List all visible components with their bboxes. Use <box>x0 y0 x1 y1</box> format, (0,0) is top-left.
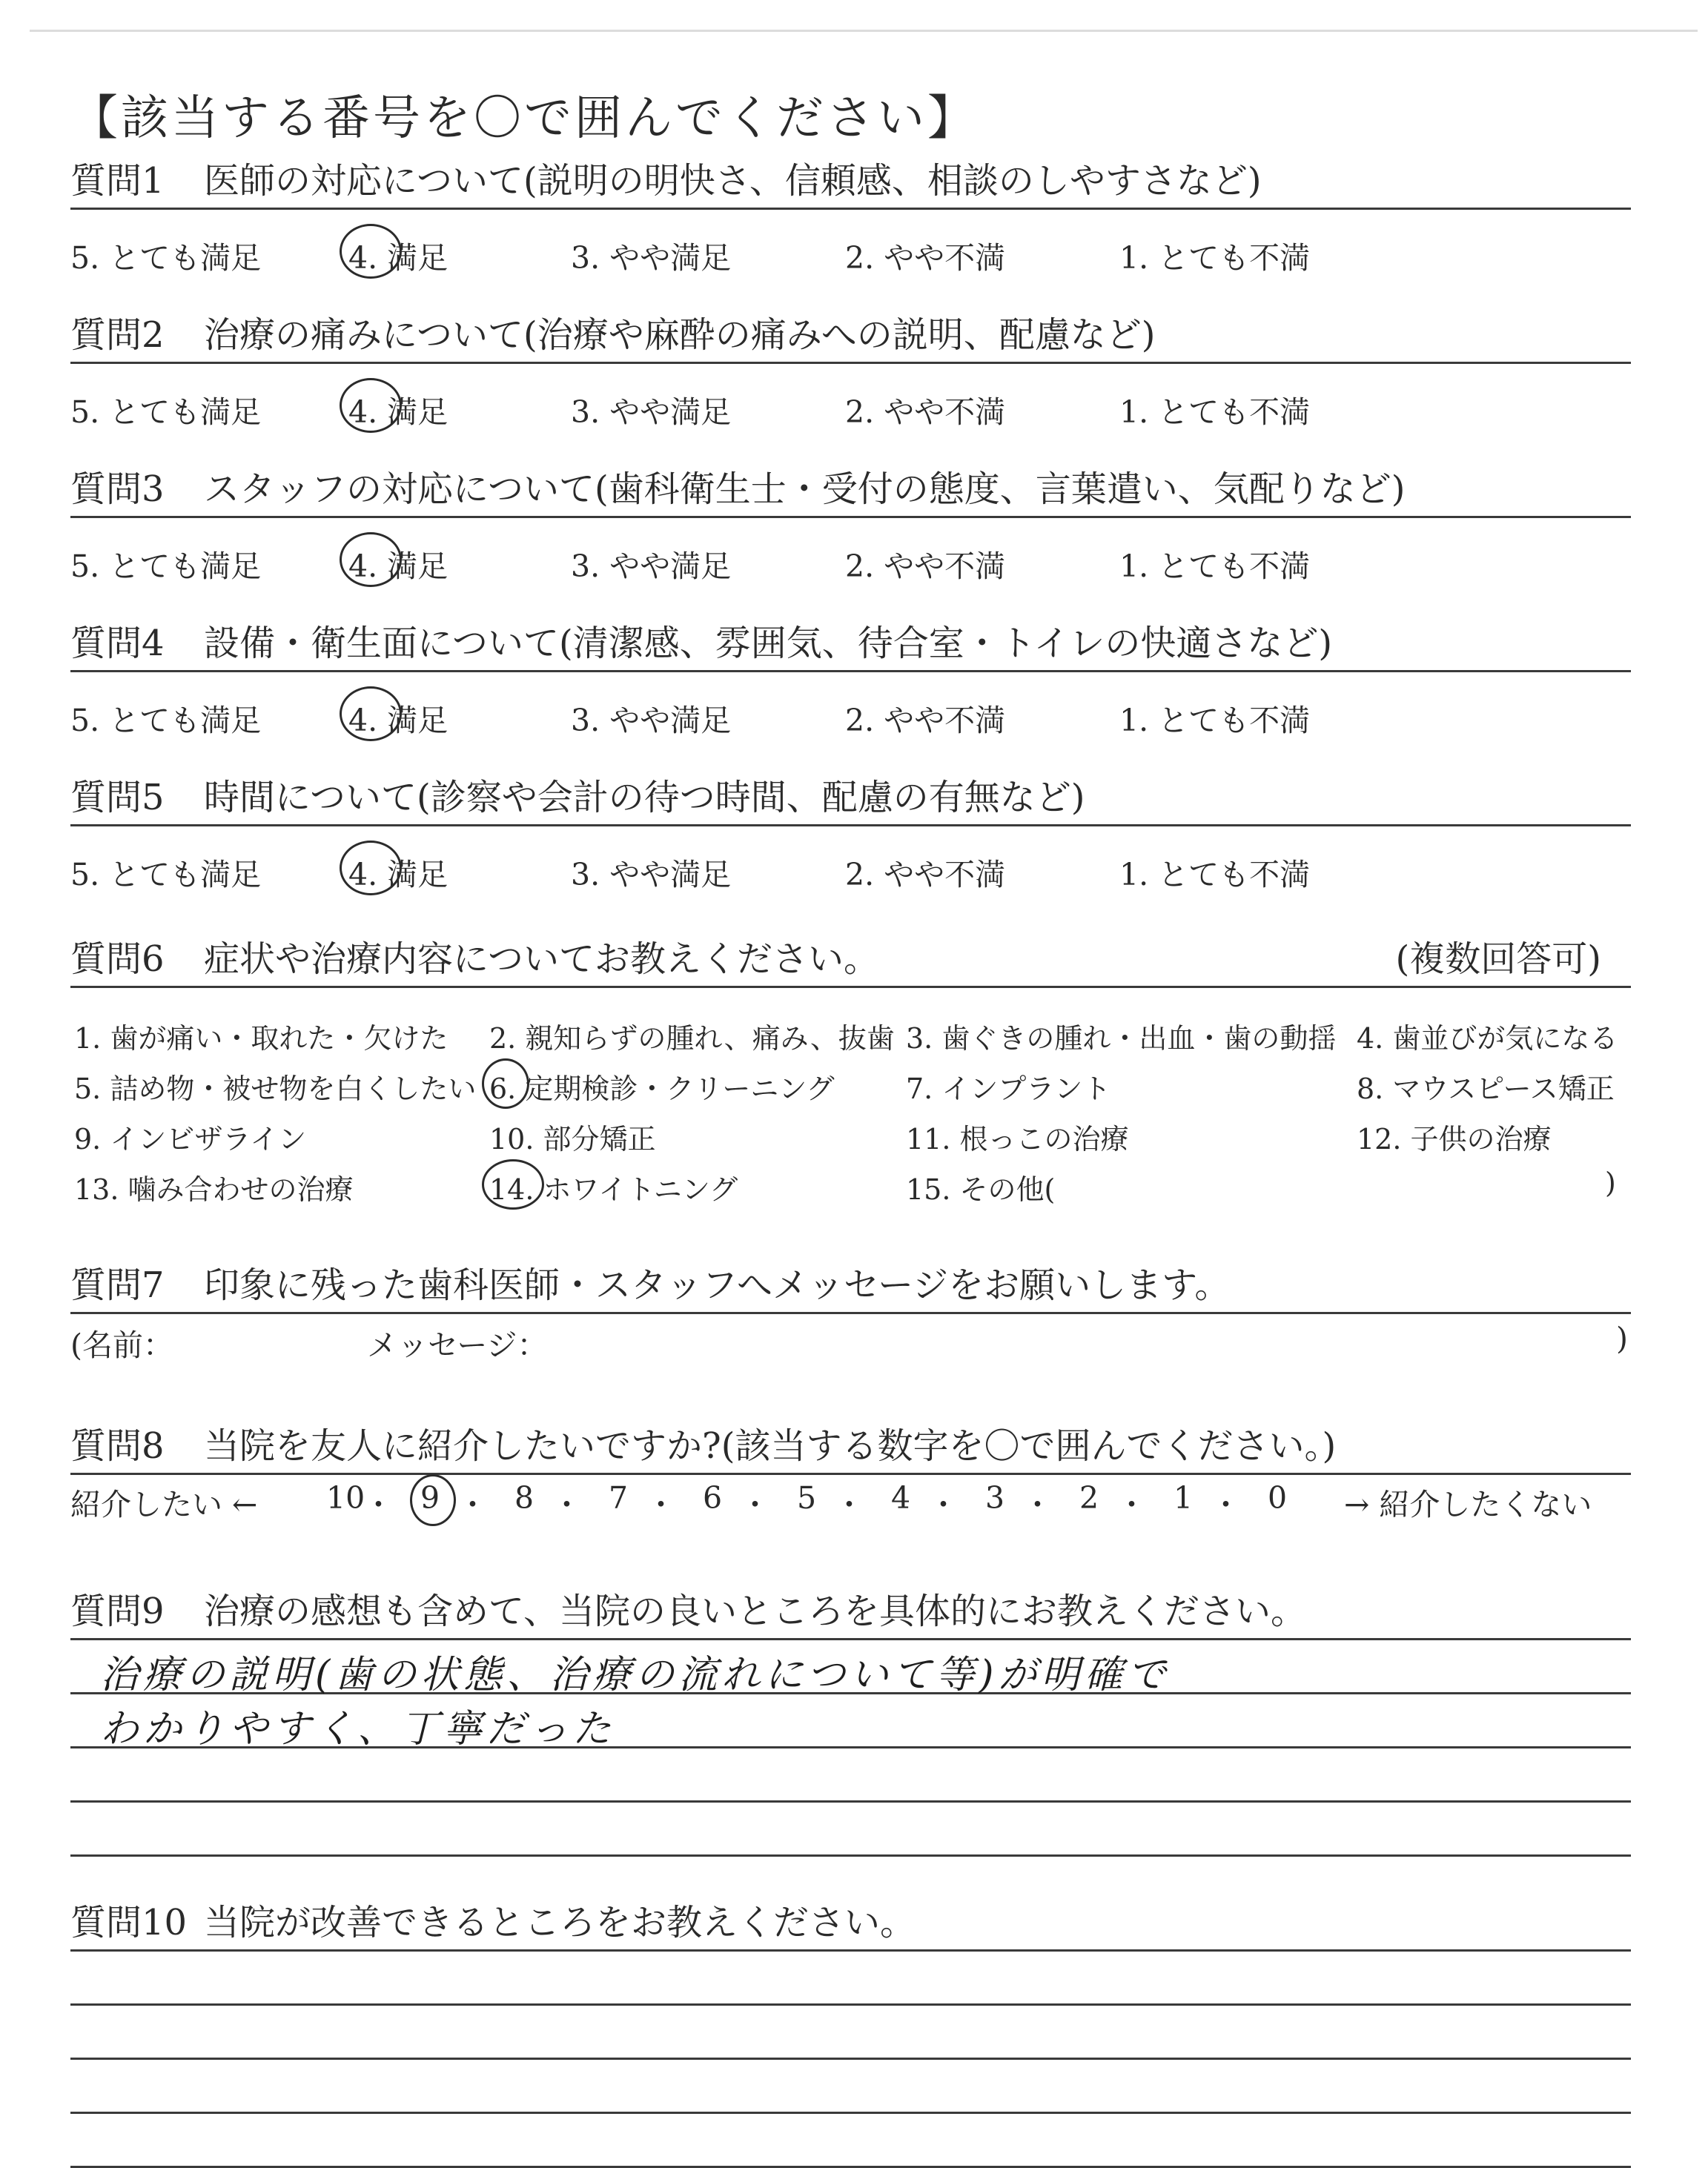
scale-separator: ・ <box>363 1487 394 1522</box>
question-6-header <box>70 926 1631 988</box>
question-header <box>70 302 1631 364</box>
symptom-option-3[interactable]: 3. 歯ぐきの腫れ・出血・歯の動揺 <box>906 1022 1337 1055</box>
question-9-header <box>70 1579 1631 1640</box>
question-8-text: 当院を友人に紹介したいですか?(該当する数字を〇で囲んでください。) <box>204 1425 1337 1467</box>
question-7-text: 印象に残った歯科医師・スタッフへメッセージをお願いします。 <box>204 1264 1231 1306</box>
rating-option-3[interactable]: 3. やや満足 <box>571 394 732 430</box>
question-9-label: 質問9 <box>70 1591 165 1632</box>
recommend-score-3[interactable]: 3 <box>985 1480 1005 1516</box>
recommend-score-6[interactable]: 6 <box>703 1480 723 1516</box>
question-8-header <box>70 1413 1631 1475</box>
question-7 <box>70 1253 1631 1314</box>
rating-option-1[interactable]: 1. とても不満 <box>1119 240 1311 276</box>
question-4 <box>70 611 1631 672</box>
rating-option-4[interactable]: 4. 満足 <box>348 857 448 892</box>
question-label: 質問3 <box>70 468 165 510</box>
answer-line[interactable] <box>70 1640 1631 1697</box>
symptom-option-7[interactable]: 7. インプラント <box>906 1073 1111 1105</box>
answer-line[interactable] <box>70 2114 1631 2168</box>
rating-option-5[interactable]: 5. とても満足 <box>70 240 262 276</box>
symptom-option-12[interactable]: 12. 子供の治療 <box>1357 1123 1552 1156</box>
symptom-option-6[interactable]: 6. 定期検診・クリーニング <box>489 1073 835 1105</box>
rating-option-3[interactable]: 3. やや満足 <box>571 703 732 738</box>
handwritten-answer-line-1: 治療の説明(歯の状態、治療の流れについて等)が明確で <box>100 1653 1171 1697</box>
question-10 <box>70 1890 1631 2168</box>
question-6-label: 質問6 <box>70 938 165 980</box>
selection-circle <box>482 1159 544 1210</box>
handwritten-answer-line-2: わかりやすく、丁寧だった <box>100 1707 615 1751</box>
question-6-note: (複数回答可) <box>1395 938 1601 980</box>
symptom-option-1[interactable]: 1. 歯が痛い・取れた・欠けた <box>74 1022 448 1055</box>
symptom-option-4[interactable]: 4. 歯並びが気になる <box>1357 1022 1618 1055</box>
recommend-score-7[interactable]: 7 <box>609 1480 629 1516</box>
recommend-left-label: 紹介したい ← <box>70 1487 258 1522</box>
rating-option-3[interactable]: 3. やや満足 <box>571 240 732 276</box>
message-close-paren: ) <box>1616 1321 1628 1356</box>
recommend-score-10[interactable]: 10 <box>326 1480 365 1516</box>
scan-top-edge <box>30 30 1698 32</box>
recommend-score-8[interactable]: 8 <box>514 1480 534 1516</box>
other-close-paren: ) <box>1605 1167 1616 1199</box>
rating-option-1[interactable]: 1. とても不満 <box>1119 703 1311 738</box>
rating-option-3[interactable]: 3. やや満足 <box>571 548 732 584</box>
recommend-score-5[interactable]: 5 <box>797 1480 817 1516</box>
rating-option-2[interactable]: 2. やや不満 <box>845 548 1006 584</box>
answer-line[interactable] <box>70 1748 1631 1803</box>
name-field-label[interactable]: (名前： <box>70 1327 173 1363</box>
question-header <box>70 611 1631 672</box>
question-10-text: 当院が改善できるところをお教えください。 <box>204 1902 916 1943</box>
scale-separator: ・ <box>1116 1487 1147 1522</box>
question-5 <box>70 765 1631 826</box>
question-8 <box>70 1413 1631 1475</box>
scale-separator: ・ <box>834 1487 864 1522</box>
selection-circle <box>410 1474 456 1526</box>
message-field-label[interactable]: メッセージ： <box>367 1327 548 1363</box>
scale-separator: ・ <box>1211 1487 1241 1522</box>
selection-circle <box>340 224 402 279</box>
scale-separator: ・ <box>457 1487 488 1522</box>
question-7-label: 質問7 <box>70 1264 165 1306</box>
scale-separator: ・ <box>928 1487 959 1522</box>
question-9-text: 治療の感想も含めて、当院の良いところを具体的にお教えください。 <box>204 1591 1307 1632</box>
question-8-label: 質問8 <box>70 1425 165 1467</box>
question-label: 質問4 <box>70 623 165 664</box>
question-1 <box>70 148 1631 210</box>
symptom-option-14[interactable]: 14. ホワイトニング <box>489 1173 738 1206</box>
question-text: 設備・衛生面について(清潔感、雰囲気、待合室・トイレの快適さなど) <box>204 623 1333 664</box>
rating-option-4[interactable]: 4. 満足 <box>348 548 448 584</box>
selection-circle <box>340 532 402 587</box>
rating-option-1[interactable]: 1. とても不満 <box>1119 857 1311 892</box>
rating-option-1[interactable]: 1. とても不満 <box>1119 394 1311 430</box>
question-2 <box>70 302 1631 364</box>
symptom-option-8[interactable]: 8. マウスピース矯正 <box>1357 1073 1615 1105</box>
rating-option-3[interactable]: 3. やや満足 <box>571 857 732 892</box>
question-text: 治療の痛みについて(治療や麻酔の痛みへの説明、配慮など) <box>204 314 1156 356</box>
symptom-option-11[interactable]: 11. 根っこの治療 <box>906 1123 1129 1156</box>
question-10-label: 質問10 <box>70 1902 188 1943</box>
scale-separator: ・ <box>1022 1487 1053 1522</box>
answer-line[interactable] <box>70 1803 1631 1857</box>
question-text: スタッフの対応について(歯科衛生士・受付の態度、言葉遣い、気配りなど) <box>204 468 1406 510</box>
question-text: 時間について(診察や会計の待つ時間、配慮の有無など) <box>204 777 1085 818</box>
recommend-right-label: → 紹介したくない <box>1344 1487 1592 1522</box>
rating-option-5[interactable]: 5. とても満足 <box>70 548 262 584</box>
rating-option-4[interactable]: 4. 満足 <box>348 394 448 430</box>
symptom-option-2[interactable]: 2. 親知らずの腫れ、痛み、抜歯 <box>489 1022 895 1055</box>
question-6-text: 症状や治療内容についてお教えください。 <box>204 938 880 980</box>
scale-separator: ・ <box>646 1487 676 1522</box>
selection-circle <box>482 1058 529 1109</box>
rating-option-4[interactable]: 4. 満足 <box>348 240 448 276</box>
recommend-score-9[interactable]: 9 <box>420 1480 440 1516</box>
answer-line[interactable] <box>70 1694 1631 1751</box>
recommend-score-2[interactable]: 2 <box>1079 1480 1099 1516</box>
symptom-option-9[interactable]: 9. インビザライン <box>74 1123 307 1156</box>
answer-line[interactable] <box>70 2060 1631 2114</box>
question-text: 医師の対応について(説明の明快さ、信頼感、相談のしやすさなど) <box>204 160 1262 202</box>
symptom-option-5[interactable]: 5. 詰め物・被せ物を白くしたい <box>74 1073 477 1105</box>
question-3 <box>70 457 1631 518</box>
scale-separator: ・ <box>740 1487 770 1522</box>
selection-circle <box>340 686 402 741</box>
scale-separator: ・ <box>552 1487 582 1522</box>
question-9 <box>70 1579 1631 1857</box>
rating-option-1[interactable]: 1. とても不満 <box>1119 548 1311 584</box>
question-header <box>70 457 1631 518</box>
question-header <box>70 765 1631 826</box>
symptom-option-13[interactable]: 13. 噛み合わせの治療 <box>74 1173 354 1206</box>
selection-circle <box>340 841 402 895</box>
symptom-option-10[interactable]: 10. 部分矯正 <box>489 1123 656 1156</box>
rating-option-2[interactable]: 2. やや不満 <box>845 703 1006 738</box>
rating-option-5[interactable]: 5. とても満足 <box>70 857 262 892</box>
rating-option-2[interactable]: 2. やや不満 <box>845 240 1006 276</box>
question-label: 質問5 <box>70 777 165 818</box>
question-10-header <box>70 1890 1631 1952</box>
rating-option-5[interactable]: 5. とても満足 <box>70 703 262 738</box>
question-header <box>70 148 1631 210</box>
rating-option-5[interactable]: 5. とても満足 <box>70 394 262 430</box>
question-label: 質問2 <box>70 314 165 356</box>
answer-line[interactable] <box>70 2006 1631 2060</box>
form-instruction-header: 【該当する番号を〇で囲んでください】 <box>70 91 978 146</box>
symptom-option-15[interactable]: 15. その他( <box>906 1173 1056 1206</box>
recommend-score-1[interactable]: 1 <box>1174 1480 1194 1516</box>
question-7-header <box>70 1253 1631 1314</box>
rating-option-2[interactable]: 2. やや不満 <box>845 394 1006 430</box>
question-label: 質問1 <box>70 160 165 202</box>
question-6 <box>70 926 1631 988</box>
rating-option-2[interactable]: 2. やや不満 <box>845 857 1006 892</box>
selection-circle <box>340 378 402 433</box>
recommend-score-4[interactable]: 4 <box>891 1480 911 1516</box>
recommend-score-0[interactable]: 0 <box>1268 1480 1288 1516</box>
answer-line[interactable] <box>70 1952 1631 2006</box>
rating-option-4[interactable]: 4. 満足 <box>348 703 448 738</box>
